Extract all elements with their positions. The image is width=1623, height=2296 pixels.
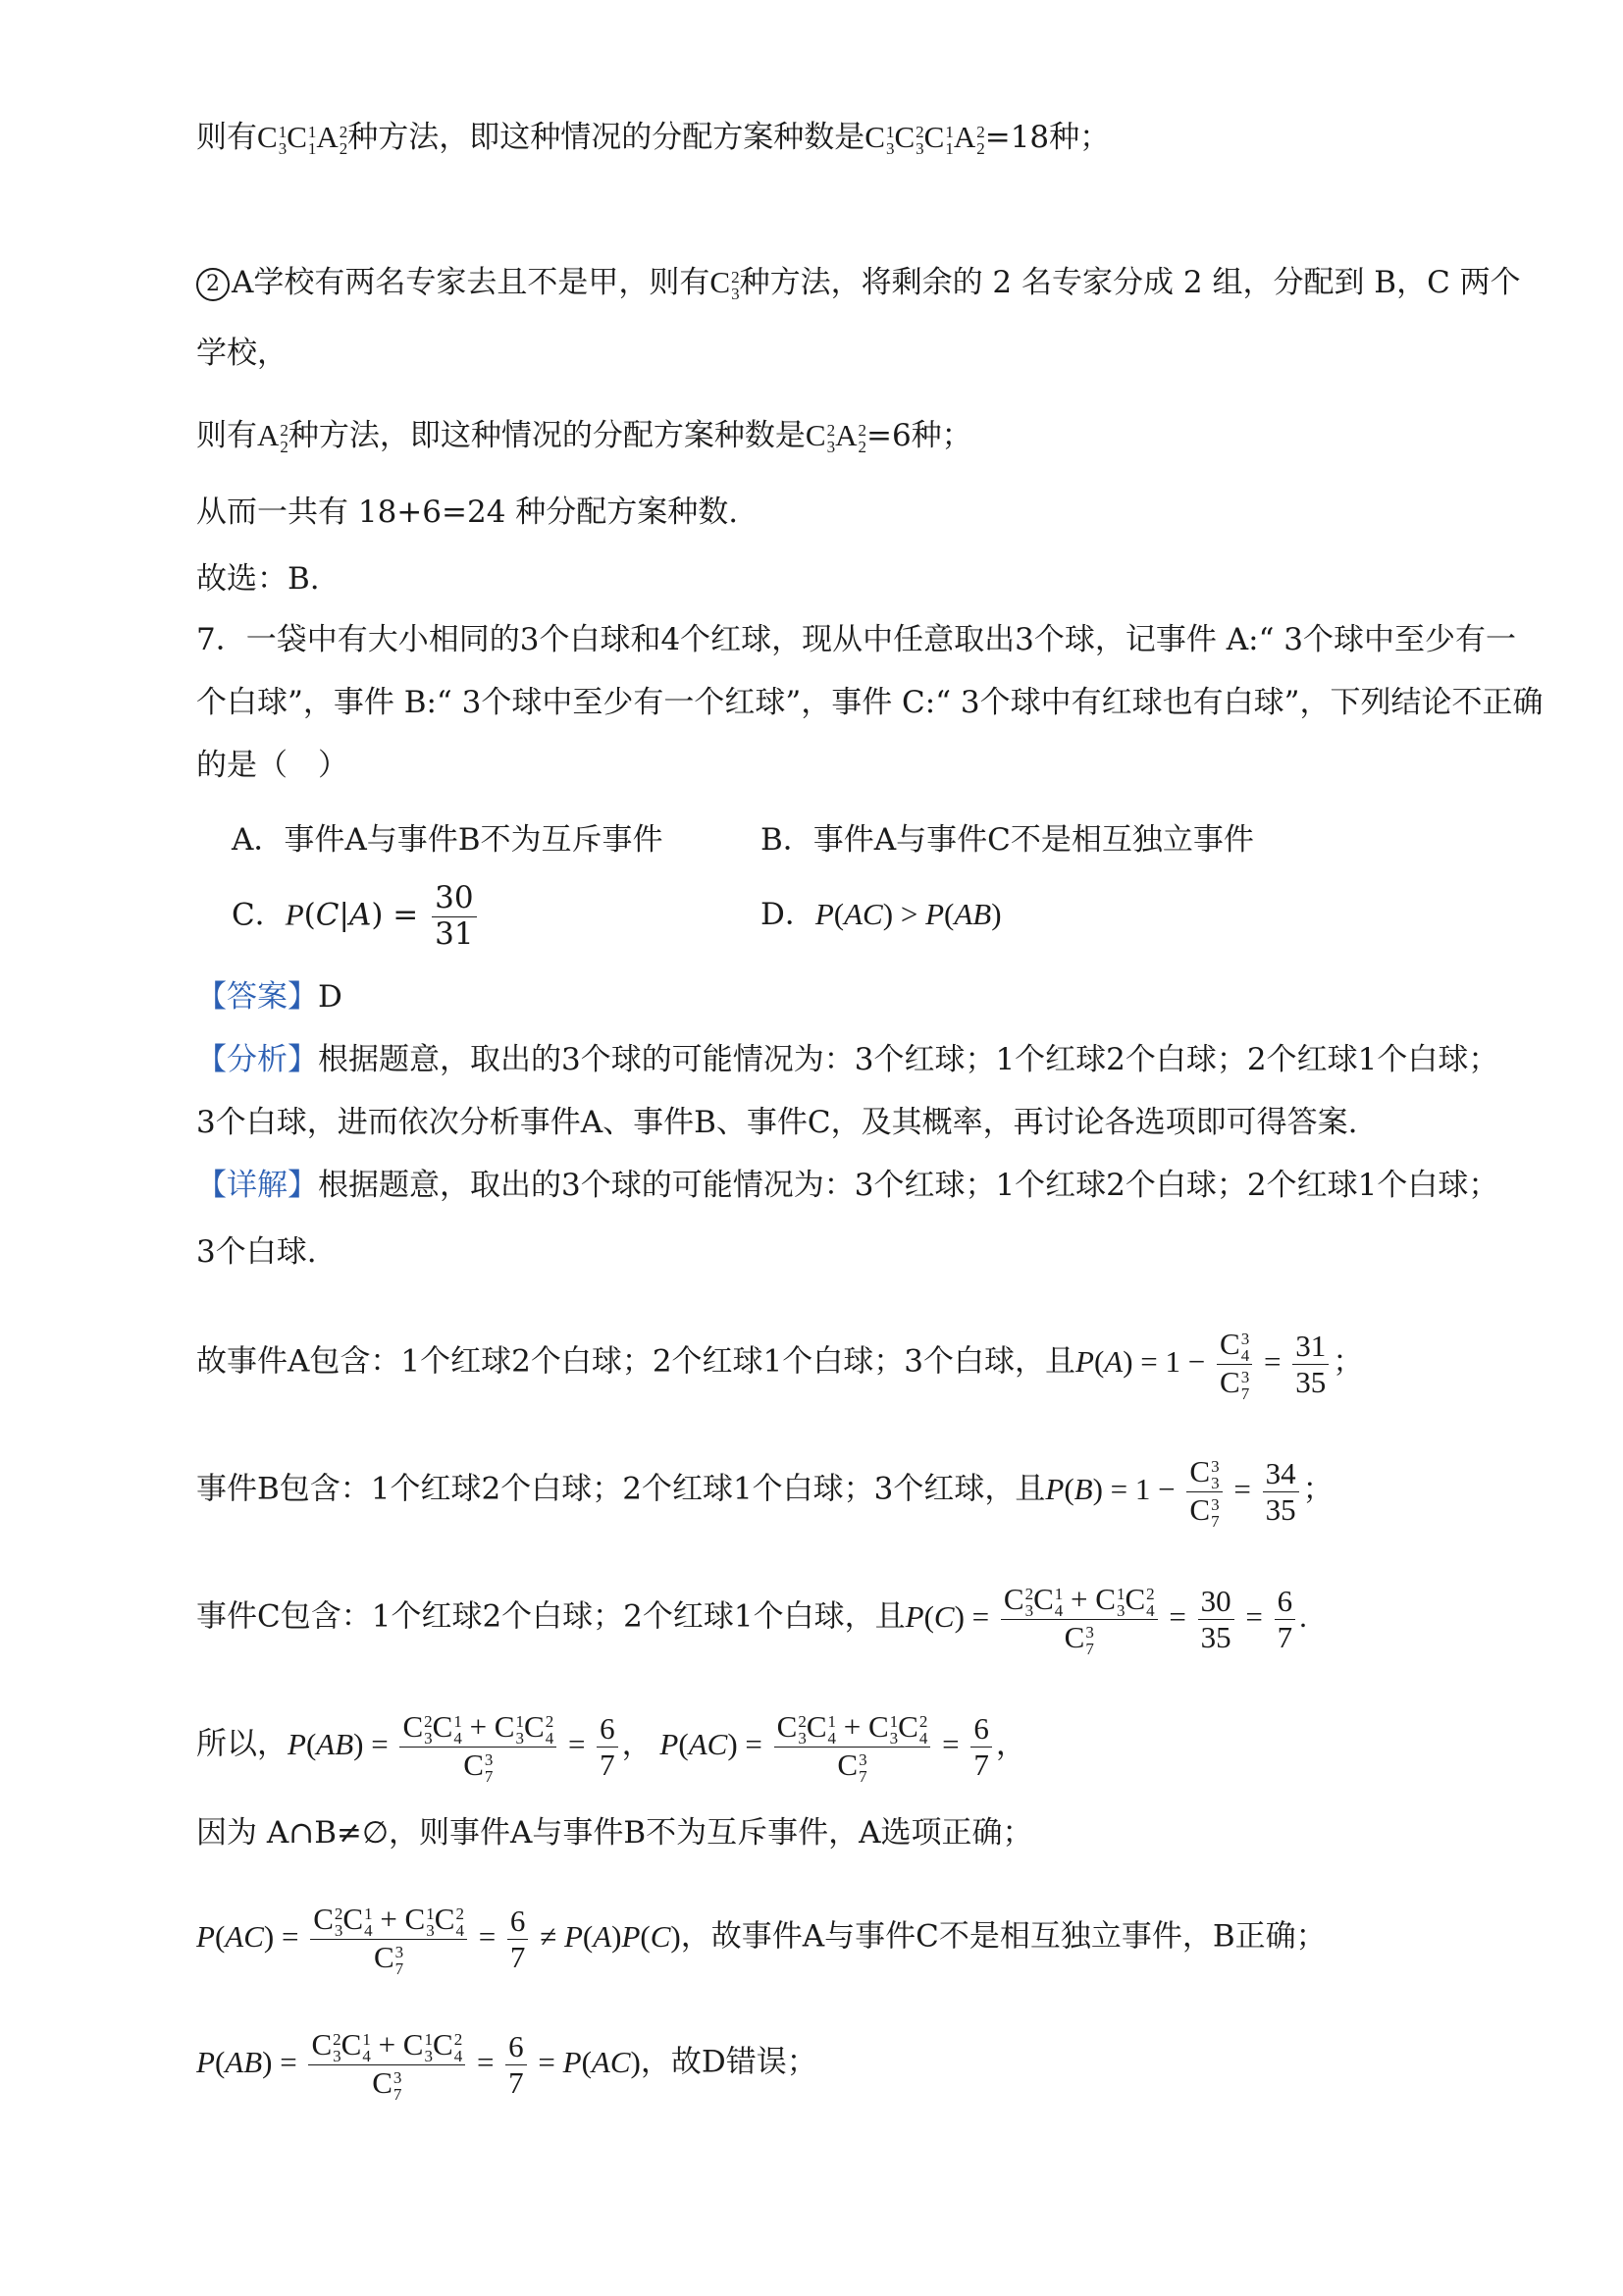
detail-line-1: [196, 1164, 1498, 1207]
option-c: C．P(C|A) = $\frac{30}{31}$: [232, 881, 481, 952]
line-1: 则有C 1 3 C 1 1 A 2 2 种方法，即这种情况的分配方案种数是C 1 3 C 2 3 C 1 1 A 2 2 =18种；: [196, 120, 1111, 158]
line-4: 则有A 2 2 种方法，即这种情况的分配方案种数是C 2 3 A 2 2 =6种；: [196, 418, 972, 456]
fraction-numerator: 34: [1263, 1456, 1299, 1492]
detail-tag: 【详解】: [196, 1168, 318, 1203]
text: 种方法，将剩余的 2 名专家分成 2 组，分配到 B，C 两个: [739, 265, 1521, 300]
text: ，故D错误；: [640, 2044, 817, 2080]
event-c-line: 事件C包含：1个红球2个白球；2个红球1个白球，且P(C) = C 2 3 C 1 4 + C 1 3 C 2 4 C 3 7 = $\frac{30}{35}$ = $\frac{6}{7}$ .: [196, 1582, 1307, 1658]
text: 事件B包含：1个红球2个白球；2个红球1个白球；3个红球，且: [196, 1471, 1046, 1507]
option-a: A．事件A与事件B不为互斥事件: [232, 822, 663, 858]
fraction-numerator: 6: [505, 2029, 527, 2065]
answer-line: [196, 975, 342, 1018]
option-d: D．P(AC) > P(AB): [760, 897, 1002, 932]
question-7-line-3: 的是（ ）: [196, 748, 348, 783]
text: 故事件A包含：1个红球2个白球；2个红球1个白球；3个白球，且: [196, 1343, 1076, 1380]
pac-line: P(AC) = C 2 3 C 1 4 + C 1 3 C 2 4 C 3 7 = $\frac{6}{7}$ ≠ P(A)P(C)，故事件A与事件C不是相互独立事件，B正确；: [196, 1902, 1327, 1978]
event-b-line: 事件B包含：1个红球2个白球；2个红球1个白球；3个红球，且P(B) = 1 − C 3 3 C 3 7 = $\frac{34}{35}$ ；: [196, 1454, 1334, 1531]
text: =18种；: [984, 120, 1111, 155]
text: 种方法，即这种情况的分配方案种数是: [347, 120, 865, 155]
text: =6种；: [865, 418, 972, 453]
fraction-denominator: 35: [1200, 1619, 1231, 1654]
option-b: B．事件A与事件C不是相互独立事件: [760, 822, 1254, 858]
fraction-denominator: 7: [1277, 1619, 1293, 1654]
analysis-line-1: [196, 1038, 1498, 1081]
fraction-denominator: 35: [1295, 1364, 1327, 1399]
line-6: 故选：B.: [196, 561, 320, 597]
fraction-numerator: 30: [1198, 1584, 1234, 1620]
question-7-line-2: 个白球”，事件 B:“ 3个球中至少有一个红球”，事件 C:“ 3个球中有红球也有白球”，下列结论不正确: [196, 685, 1544, 720]
circled-number: 2: [196, 268, 230, 301]
text: 则有: [196, 120, 257, 155]
text: 根据题意，取出的3个球的可能情况为：3个红球；1个红球2个白球；2个红球1个白球；: [318, 1042, 1499, 1077]
text: 事件C包含：1个红球2个白球；2个红球1个白球，且: [196, 1598, 906, 1635]
fraction-denominator: 7: [508, 2064, 524, 2100]
line-2: 2 A学校有两名专家去且不是甲，则有C 2 3 种方法，将剩余的 2 名专家分成 2 组，分配到 B，C 两个: [196, 261, 1521, 304]
text: 种方法，即这种情况的分配方案种数是: [288, 418, 806, 453]
fraction-numerator: 6: [597, 1711, 618, 1748]
fraction-denominator: 7: [600, 1747, 615, 1782]
fraction-denominator: 35: [1265, 1491, 1296, 1527]
analysis-line-2: 3个白球，进而依次分析事件A、事件B、事件C，及其概率，再讨论各选项即可得答案.: [196, 1105, 1358, 1140]
line-3: 学校，: [196, 336, 288, 371]
text: C．: [232, 897, 286, 933]
text: A学校有两名专家去且不是甲，则有: [232, 265, 710, 300]
fraction-denominator: 7: [973, 1747, 989, 1782]
fraction-numerator: 31: [1292, 1329, 1329, 1365]
so-line: 所以，P(AB) = C 2 3 C 1 4 + C 1 3 C 2 4 C 3 7 = $\frac{6}{7}$ ， P(AC) = C 2 3 C 1 4 + C 1 3 C 2 4 C 3 7 = $\frac{6}{7}$ ，: [196, 1709, 1026, 1786]
question-7-line-1: 7．一袋中有大小相同的3个白球和4个红球，现从中任意取出3个球，记事件 A:“ 3个球中至少有一: [196, 622, 1516, 657]
text: D．: [760, 897, 815, 932]
fraction-denominator: 31: [435, 915, 474, 952]
fraction-numerator: 6: [507, 1904, 529, 1940]
answer-value: D: [318, 979, 342, 1015]
text: 则有: [196, 418, 257, 453]
fraction-denominator: 7: [509, 1939, 526, 1974]
event-a-line: 故事件A包含：1个红球2个白球；2个红球1个白球；3个白球，且P(A) = 1 − C 3 4 C 3 7 = $\frac{31}{35}$ ；: [196, 1327, 1364, 1403]
line-5: 从而一共有 18+6=24 种分配方案种数.: [196, 495, 739, 530]
text: 所以，: [196, 1726, 288, 1762]
answer-tag: 【答案】: [196, 979, 318, 1015]
pab-line: P(AB) = C 2 3 C 1 4 + C 1 3 C 2 4 C 3 7 = $\frac{6}{7}$ = P(AC)，故D错误；: [196, 2027, 817, 2104]
fraction-numerator: 6: [1275, 1584, 1296, 1620]
detail-line-2: 3个白球.: [196, 1234, 317, 1270]
because-line: 因为 A∩B≠∅，则事件A与事件B不为互斥事件，A选项正确；: [196, 1815, 1033, 1851]
text: ，故事件A与事件C不是相互独立事件，B正确；: [680, 1918, 1327, 1955]
fraction-numerator: 6: [970, 1711, 992, 1748]
text: 根据题意，取出的3个球的可能情况为：3个红球；1个红球2个白球；2个红球1个白球；: [318, 1168, 1499, 1203]
fraction-numerator: 30: [432, 881, 476, 917]
analysis-tag: 【分析】: [196, 1042, 318, 1077]
